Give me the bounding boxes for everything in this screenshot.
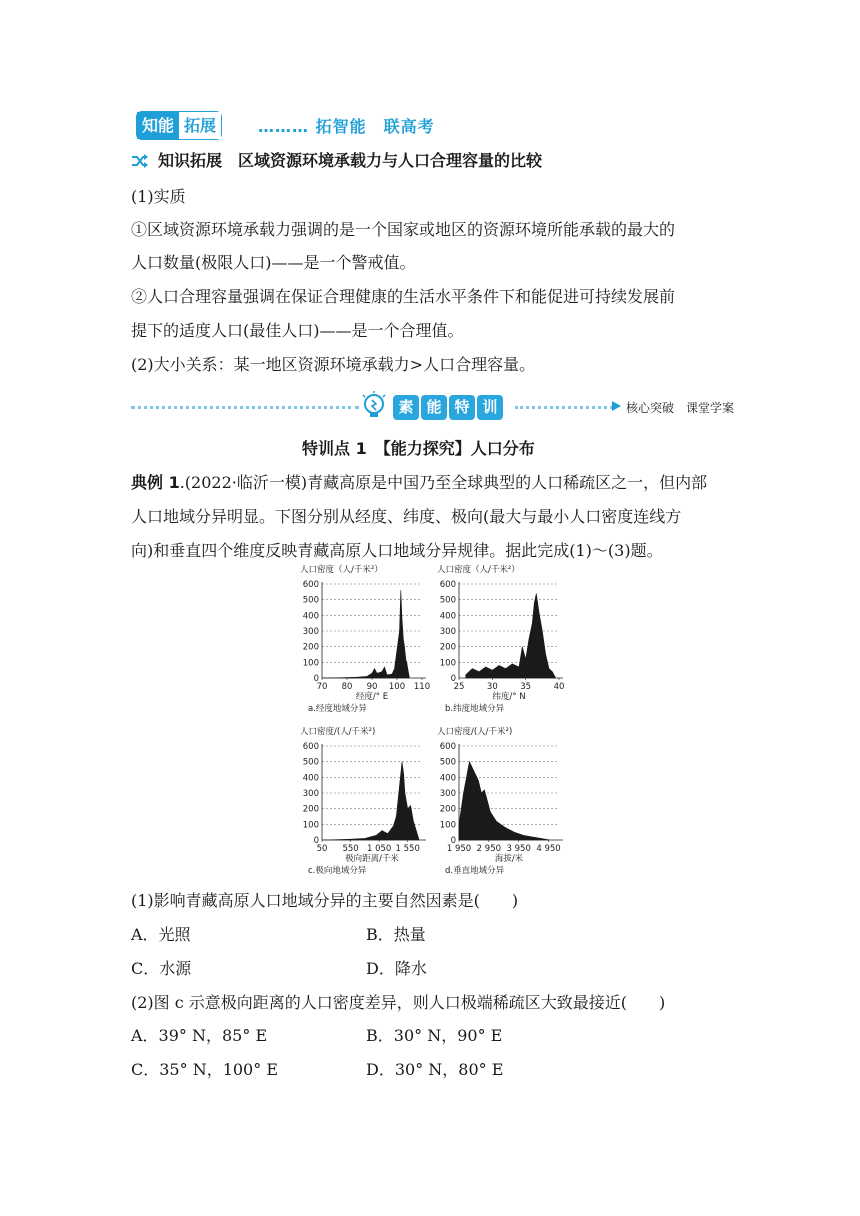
- chart-ytick: 0: [450, 674, 456, 684]
- chart-caption: d.垂直地域分异: [445, 866, 505, 876]
- expansion-line-6: (2)大小关系：某一地区资源环境承载力>人口合理容量。: [131, 355, 536, 374]
- chart-ytick: 200: [302, 804, 319, 815]
- q1-option-c[interactable]: C．水源: [131, 959, 192, 978]
- chart-ytick: 600: [439, 742, 456, 752]
- badge-right: 拓展: [179, 112, 221, 139]
- q1-option-a[interactable]: A．光照: [131, 925, 191, 944]
- chart-ylabel: 人口密度（人/千米²）: [437, 565, 520, 575]
- chart-series-area: [466, 593, 556, 678]
- header-tagline: ……… 拓智能 联高考: [258, 117, 435, 136]
- chart-panel-4: [437, 726, 563, 876]
- chart-ytick: 400: [302, 773, 319, 784]
- chart-ytick: 600: [439, 580, 456, 590]
- q2-option-c[interactable]: C．35° N，100° E: [131, 1060, 278, 1079]
- chart-series-area: [322, 590, 410, 678]
- banner-char-2: 能: [421, 395, 447, 420]
- q1-option-d[interactable]: D．降水: [366, 959, 427, 978]
- chart-ytick: 400: [302, 611, 319, 622]
- chart-ylabel: 人口密度（人/千米²）: [300, 565, 383, 575]
- chart-ytick: 400: [439, 773, 456, 784]
- expansion-line-2: ①区域资源环境承载力强调的是一个国家或地区的资源环境所能承载的最大的: [131, 220, 676, 239]
- chart-ytick: 500: [439, 757, 456, 768]
- chart-xtick: 1 050: [366, 844, 392, 854]
- chart-caption: b.纬度地域分异: [445, 704, 505, 714]
- chart-ytick: 500: [302, 595, 319, 606]
- banner-char-1: 素: [393, 395, 419, 420]
- chart-caption: a.经度地域分异: [308, 704, 367, 714]
- example-line-1: .(2022·临沂一模)青藏高原是中国乃至全球典型的人口稀疏区之一，但内部: [179, 473, 708, 492]
- chart-xtick: 3 950: [506, 844, 531, 854]
- chart-ytick: 0: [313, 674, 319, 684]
- chart-xtick: 1 550: [395, 844, 420, 854]
- chart-xtick: 110: [413, 682, 431, 692]
- chart-xtick: 70: [316, 682, 328, 692]
- arrow-right-icon: [612, 401, 622, 411]
- chart-panel-3: [300, 726, 426, 876]
- section-badge: [136, 111, 222, 140]
- chart-ytick: 200: [302, 642, 319, 653]
- chart-ytick: 100: [439, 820, 456, 831]
- chart-xlabel: 海拔/米: [494, 854, 524, 864]
- chart-ytick: 300: [302, 627, 319, 637]
- chart-panel-2: [437, 564, 564, 714]
- chart-ytick: 500: [302, 757, 319, 768]
- chart-series-area: [322, 762, 419, 840]
- chart-ytick: 0: [450, 836, 456, 846]
- chart-ytick: 100: [302, 658, 319, 669]
- example-line-2: 人口地域分异明显。下图分别从经度、纬度、极向(最大与最小人口密度连线方: [131, 507, 682, 526]
- banner-divider-left: [131, 406, 359, 409]
- chart-ytick: 0: [313, 836, 319, 846]
- question-1-stem: (1)影响青藏高原人口地域分异的主要自然因素是( ): [131, 891, 519, 910]
- chart-xlabel: 纬度/° N: [492, 692, 526, 702]
- chart-xtick: 50: [316, 844, 328, 854]
- chart-xtick: 100: [388, 682, 406, 692]
- chart-ytick: 400: [439, 611, 456, 622]
- banner-divider-right: [515, 406, 613, 409]
- chart-caption: c.极向地域分异: [308, 866, 367, 876]
- chart-ytick: 200: [439, 642, 456, 653]
- chart-ytick: 200: [439, 804, 456, 815]
- q2-option-a[interactable]: A．39° N，85° E: [131, 1026, 268, 1045]
- chart-ytick: 300: [439, 627, 456, 637]
- chart-ytick: 300: [439, 789, 456, 799]
- q2-option-d[interactable]: D．30° N，80° E: [366, 1060, 504, 1079]
- q2-option-b[interactable]: B．30° N，90° E: [366, 1026, 503, 1045]
- chart-ytick: 100: [302, 820, 319, 831]
- chart-ytick: 500: [439, 595, 456, 606]
- chart-xtick: 25: [453, 682, 465, 692]
- banner-subtitle: 核心突破 课堂学案: [626, 401, 735, 415]
- shuffle-icon: [131, 153, 149, 169]
- chart-series-area: [459, 762, 550, 840]
- population-density-figure: [290, 562, 565, 882]
- chart-xtick: 80: [341, 682, 353, 692]
- banner-char-3: 特: [449, 395, 475, 420]
- expansion-title: 知识拓展 区域资源环境承载力与人口合理容量的比较: [158, 151, 543, 170]
- expansion-line-5: 提下的适度人口(最佳人口)——是一个合理值。: [131, 321, 464, 340]
- chart-xtick: 550: [342, 844, 359, 854]
- chart-ylabel: 人口密度/(人/千米²): [300, 727, 376, 737]
- chart-xtick: 40: [553, 682, 565, 692]
- chart-ytick: 600: [302, 742, 319, 752]
- chart-panel-1: [300, 564, 430, 714]
- chart-ytick: 100: [439, 658, 456, 669]
- question-2-stem: (2)图 c 示意极向距离的人口密度差异，则人口极端稀疏区大致最接近( ): [131, 993, 666, 1012]
- chart-xtick: 90: [366, 682, 378, 692]
- section-title: 特训点 1 【能力探究】人口分布: [302, 439, 535, 458]
- chart-xlabel: 经度/° E: [355, 692, 389, 702]
- chart-xtick: 2 950: [476, 844, 502, 854]
- banner-char-4: 训: [477, 395, 503, 420]
- expansion-line-3: 人口数量(极限人口)——是一个警戒值。: [131, 253, 416, 272]
- expansion-line-4: ②人口合理容量强调在保证合理健康的生活水平条件下和能促进可持续发展前: [131, 287, 676, 306]
- badge-left: 知能: [137, 112, 179, 139]
- chart-ytick: 600: [302, 580, 319, 590]
- chart-ytick: 300: [302, 789, 319, 799]
- chart-xtick: 30: [486, 682, 498, 692]
- banner-title: [393, 395, 505, 420]
- example-line-3: 向)和垂直四个维度反映青藏高原人口地域分异规律。据此完成(1)～(3)题。: [131, 541, 663, 560]
- q1-option-b[interactable]: B．热量: [366, 925, 426, 944]
- expansion-line-1: (1)实质: [131, 187, 186, 206]
- chart-xtick: 1 950: [446, 844, 472, 854]
- chart-xlabel: 极向距离/千米: [345, 854, 399, 864]
- chart-ylabel: 人口密度/(人/千米²): [437, 727, 513, 737]
- example-label: 典例 1: [131, 473, 180, 492]
- chart-xtick: 4 950: [536, 844, 561, 854]
- lightbulb-icon: [359, 390, 389, 422]
- chart-xtick: 35: [520, 682, 532, 692]
